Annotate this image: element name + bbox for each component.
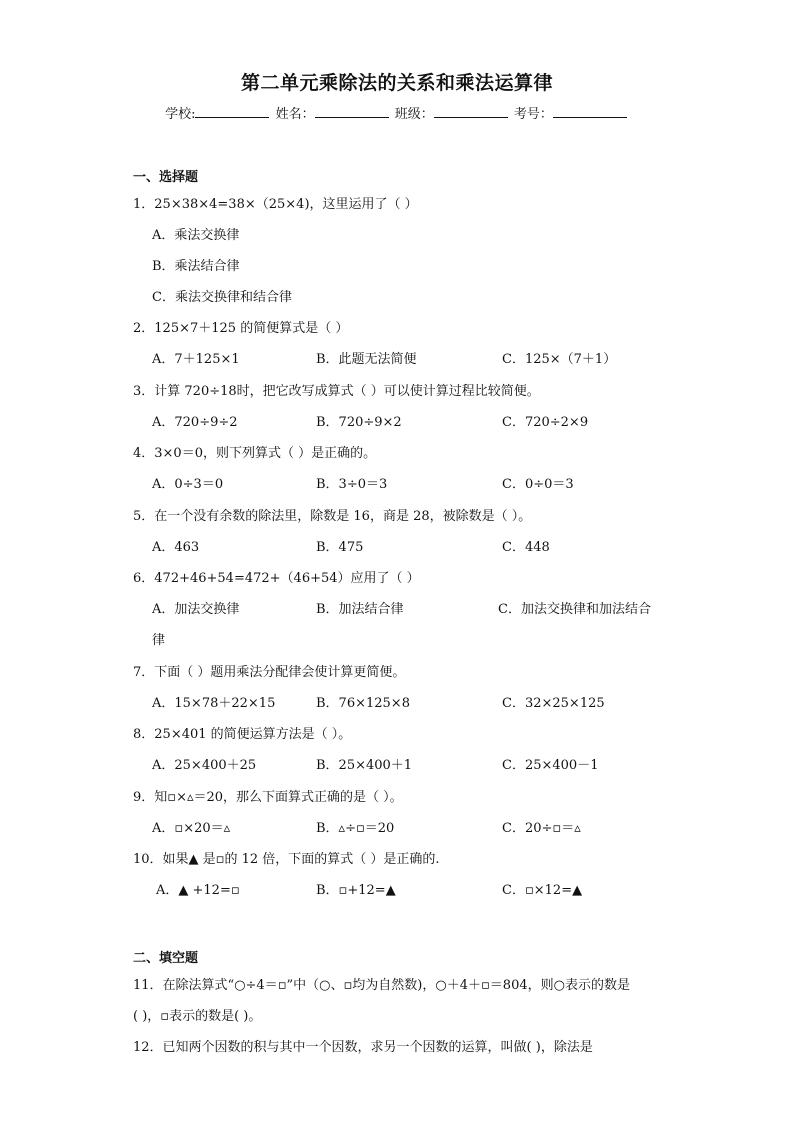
- section-fill-title: 二、填空题: [133, 951, 199, 966]
- question-9-option-c: C．20÷▫＝▵: [502, 821, 581, 836]
- number-blank[interactable]: [553, 105, 627, 118]
- question-5-option-b: B．475: [316, 540, 364, 555]
- question-2-option-b: B．此题无法简便: [316, 352, 417, 367]
- question-10-option-b: B．▫+12=▲: [316, 883, 396, 898]
- question-10-option-c: C．▫×12=▲: [502, 883, 583, 898]
- school-blank[interactable]: [195, 105, 269, 118]
- question-6-option-b: B．加法结合律: [316, 602, 404, 617]
- question-3-option-b: B．720÷9×2: [316, 415, 402, 430]
- question-7-option-b: B．76×125×8: [316, 696, 410, 711]
- question-10-stem: 10．如果▲ 是▫的 12 倍，下面的算式（ ）是正确的.: [133, 852, 440, 867]
- school-label: 学校:: [165, 107, 196, 122]
- question-3-option-a: A．720÷9÷2: [152, 415, 238, 430]
- question-1-option-a: A．乘法交换律: [152, 228, 240, 243]
- class-blank[interactable]: [434, 105, 508, 118]
- question-1-stem: 1．25×38×4=38×（25×4)，这里运用了（ ）: [133, 197, 418, 212]
- question-4-option-a: A．0÷3＝0: [152, 477, 224, 492]
- question-8-option-a: A．25×400＋25: [152, 758, 257, 773]
- name-blank[interactable]: [315, 105, 389, 118]
- question-2-option-c: C．125×（7＋1）: [502, 352, 617, 367]
- question-6-stem: 6．472+46+54=472+（46+54）应用了（ ）: [133, 571, 420, 586]
- question-8-option-c: C．25×400－1: [502, 758, 599, 773]
- question-9-stem: 9．知▫×▵＝20，那么下面算式正确的是（ ）。: [133, 790, 403, 805]
- question-2-option-a: A．7＋125×1: [152, 352, 240, 367]
- section-choice-title: 一、选择题: [133, 170, 199, 185]
- question-9-option-a: A．▫×20＝▵: [152, 821, 231, 836]
- number-label: 考号：: [513, 107, 553, 122]
- question-12-line-1: 12．已知两个因数的积与其中一个因数，求另一个因数的运算，叫做( )，除法是: [133, 1040, 593, 1055]
- question-4-option-c: C．0÷0＝3: [502, 477, 574, 492]
- question-5-stem: 5．在一个没有余数的除法里，除数是 16，商是 28，被除数是（ ）。: [133, 509, 532, 524]
- question-4-option-b: B．3÷0＝3: [316, 477, 388, 492]
- question-5-option-c: C．448: [502, 540, 550, 555]
- question-3-stem: 3．计算 720÷18时，把它改写成算式（ ）可以使计算过程比较简便。: [133, 384, 540, 399]
- question-5-option-a: A．463: [152, 540, 200, 555]
- question-8-stem: 8．25×401 的简便运算方法是（ ）。: [133, 727, 352, 742]
- question-11-line-1: 11．在除法算式“○÷4＝▫”中（○、▫均为自然数)，○＋4＋▫＝804，则○表示的数是: [133, 978, 630, 993]
- question-4-stem: 4．3×0＝0，则下列算式（ ）是正确的。: [133, 446, 377, 461]
- question-9-option-b: B．▵÷▫＝20: [316, 821, 395, 836]
- question-8-option-b: B．25×400＋1: [316, 758, 413, 773]
- question-3-option-c: C．720÷2×9: [502, 415, 589, 430]
- question-11-line-2: ( )，▫表示的数是( )。: [133, 1009, 262, 1024]
- question-6-option-c-continued: 律: [152, 633, 166, 648]
- question-6-option-c: C．加法交换律和加法结合: [498, 602, 651, 617]
- question-6-option-a: A．加法交换律: [152, 602, 240, 617]
- page-title: 第二单元乘除法的关系和乘法运算律: [240, 72, 553, 94]
- student-info-line: [0, 103, 794, 122]
- question-7-stem: 7．下面（ ）题用乘法分配律会使计算更简便。: [133, 665, 406, 680]
- question-7-option-c: C．32×25×125: [502, 696, 605, 711]
- question-1-option-c: C．乘法交换律和结合律: [152, 290, 292, 305]
- name-label: 姓名：: [275, 107, 315, 122]
- question-1-option-b: B．乘法结合律: [152, 259, 240, 274]
- question-10-option-a: A．▲ +12=▫: [156, 883, 240, 898]
- class-label: 班级：: [394, 107, 434, 122]
- question-2-stem: 2．125×7＋125 的简便算式是（ ）: [133, 321, 349, 336]
- question-7-option-a: A．15×78＋22×15: [152, 696, 276, 711]
